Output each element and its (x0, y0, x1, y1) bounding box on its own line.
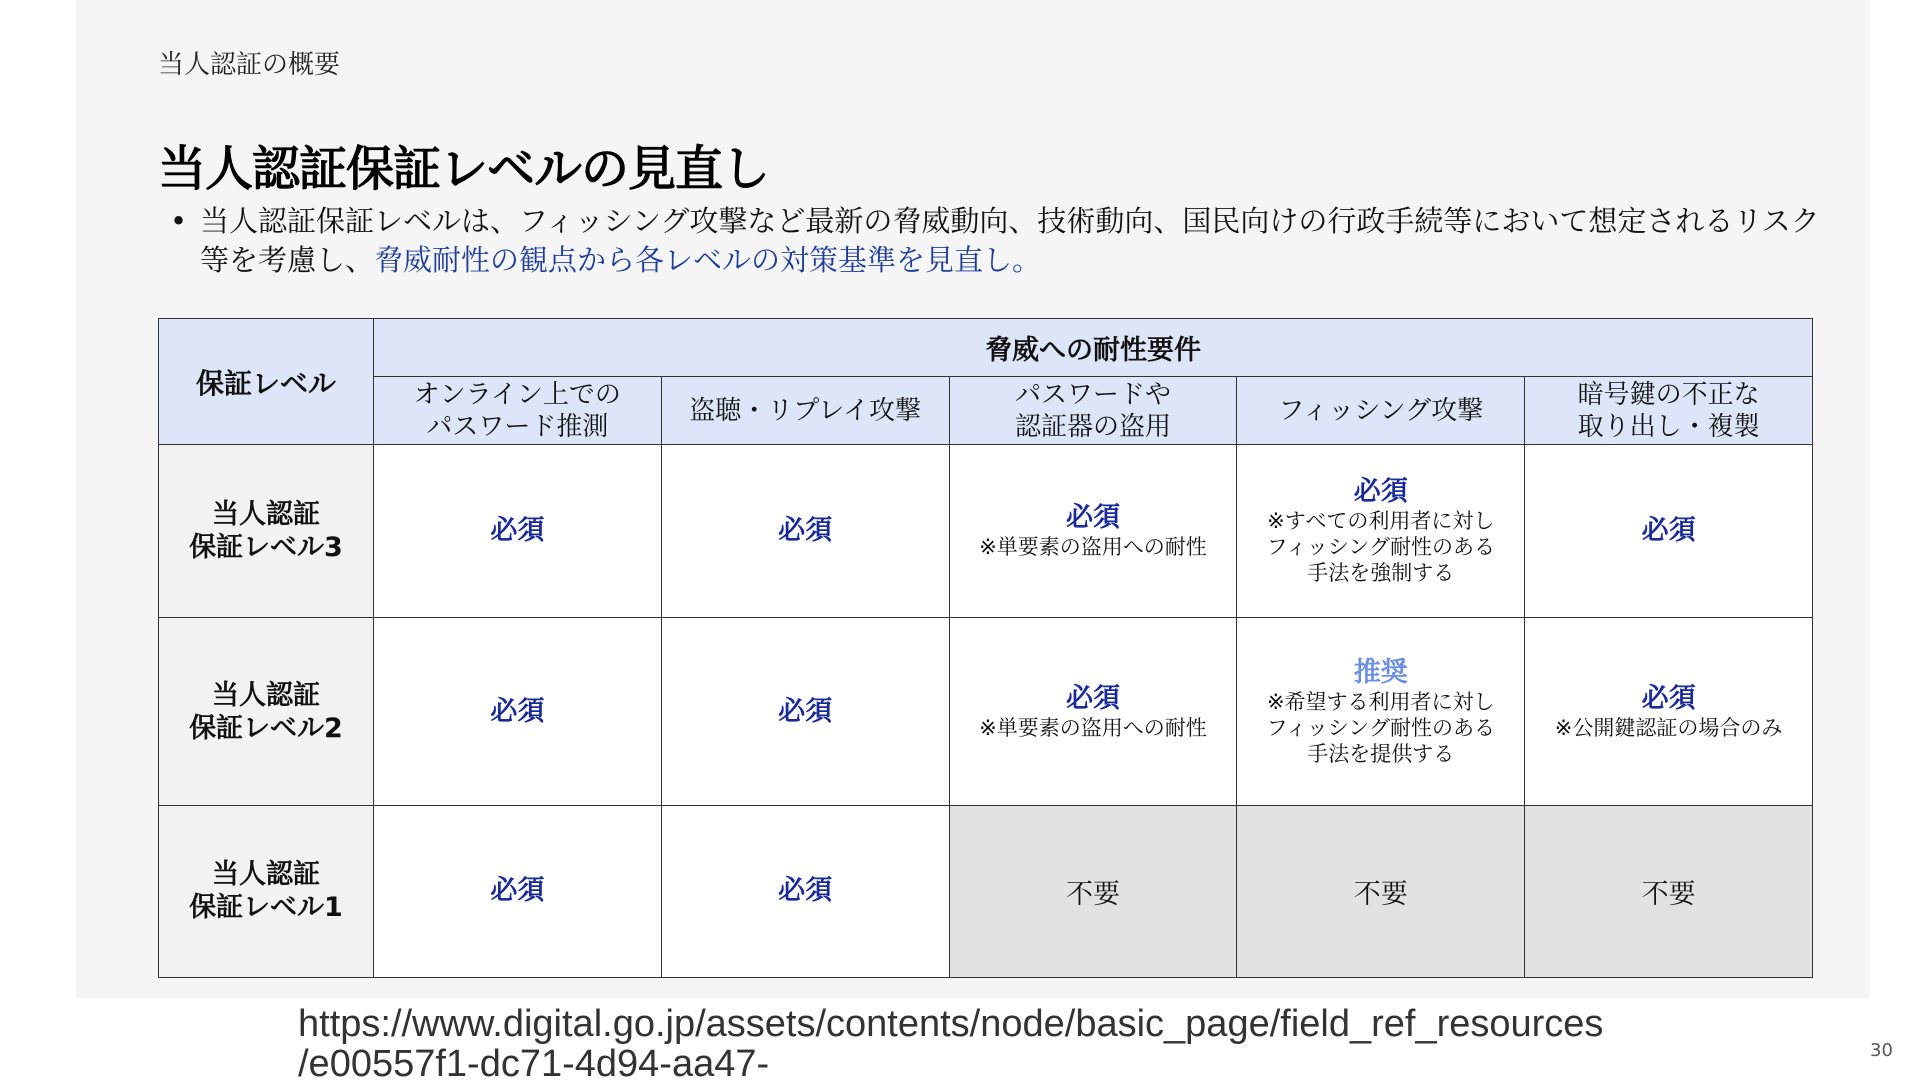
status-required: 必須 (490, 515, 545, 547)
row-header-line1: 当人認証 (211, 499, 320, 531)
requirement-cell (1237, 618, 1525, 806)
requirement-cell (661, 805, 949, 977)
status-required: 必須 (490, 875, 545, 907)
row-header-line2: 保証レベル3 (189, 532, 343, 564)
page-number: 30 (1870, 1040, 1893, 1061)
requirement-cell (661, 445, 949, 618)
requirement-cell (661, 618, 949, 806)
table-row (159, 618, 1813, 806)
column-header (373, 377, 661, 445)
status-required: 必須 (490, 695, 545, 727)
page-title: 当人認証保証レベルの見直し (158, 141, 770, 197)
cell-note: ※すべての利用者に対し フィッシング耐性のある 手法を強制する (1266, 509, 1495, 586)
status-recommended: 推奨 (1353, 656, 1408, 688)
requirement-cell (373, 805, 661, 977)
status-required: 必須 (1353, 476, 1408, 508)
requirement-cell (1525, 445, 1813, 618)
column-header-line1: 盗聴・リプレイ攻撃 (689, 395, 921, 426)
row-header-line1: 当人認証 (211, 679, 320, 711)
requirement-cell (373, 618, 661, 806)
bullet-text (200, 202, 1820, 280)
assurance-level-table (158, 318, 1813, 978)
status-required: 必須 (1065, 682, 1120, 714)
status-required: 必須 (1641, 682, 1696, 714)
row-header-line2: 保証レベル1 (189, 892, 343, 924)
bullet-text-plain: 当人認証保証レベルは、フィッシング攻撃など最新の脅威動向、技術動向、国民向けの行政手続等において想定されるリスク等を考慮し、 (200, 204, 1820, 277)
status-not-required: 不要 (1065, 878, 1120, 910)
requirement-cell (949, 618, 1237, 806)
breadcrumb: 当人認証の概要 (158, 50, 341, 80)
source-url (298, 1004, 1778, 1084)
column-header-line1: フィッシング攻撃 (1278, 395, 1484, 426)
requirement-cell (1525, 805, 1813, 977)
requirement-cell (1525, 618, 1813, 806)
row-header (159, 805, 374, 977)
requirement-cell (1237, 805, 1525, 977)
corner-header: 保証レベル (159, 319, 374, 445)
requirement-cell (949, 445, 1237, 618)
table-row (159, 445, 1813, 618)
cell-note: ※希望する利用者に対し フィッシング耐性のある 手法を提供する (1266, 689, 1495, 766)
row-header (159, 618, 374, 806)
column-header (661, 377, 949, 445)
column-header-line1: パスワードや (1014, 379, 1171, 410)
source-url-line1: https://www.digital.go.jp/assets/contents/node/basic_page/field_ref_resources (298, 1003, 1604, 1045)
bullet-text-highlight: 脅威耐性の観点から各レベルの対策基準を見直し。 (374, 243, 1042, 277)
status-required: 必須 (1065, 502, 1120, 534)
column-header (949, 377, 1237, 445)
requirement-cell (949, 805, 1237, 977)
status-not-required: 不要 (1641, 878, 1696, 910)
group-header: 脅威への耐性要件 (373, 319, 1812, 377)
row-header-line1: 当人認証 (211, 859, 320, 891)
column-header-line2: 取り出し・複製 (1577, 411, 1760, 442)
column-header (1525, 377, 1813, 445)
status-required: 必須 (778, 695, 833, 727)
requirement-cell (1237, 445, 1525, 618)
column-header-line1: 暗号鍵の不正な (1577, 379, 1760, 410)
column-header-line1: オンライン上での (413, 379, 621, 410)
status-required: 必須 (1641, 515, 1696, 547)
column-header (1237, 377, 1525, 445)
bullet-dot-icon: • (170, 204, 188, 238)
bullet-point (170, 202, 1820, 280)
status-required: 必須 (778, 875, 833, 907)
status-not-required: 不要 (1353, 878, 1408, 910)
column-header-line2: パスワード推測 (426, 411, 609, 442)
cell-note: ※単要素の盗用への耐性 (979, 715, 1207, 740)
cell-note: ※公開鍵認証の場合のみ (1554, 715, 1783, 740)
table-row (159, 805, 1813, 977)
status-required: 必須 (778, 515, 833, 547)
column-header-line2: 認証器の盗用 (1014, 411, 1171, 442)
row-header (159, 445, 374, 618)
requirement-cell (373, 445, 661, 618)
cell-note: ※単要素の盗用への耐性 (979, 535, 1207, 560)
row-header-line2: 保証レベル2 (189, 712, 343, 744)
source-url-line2: /e00557f1-dc71-4d94-aa47- (298, 1043, 770, 1085)
